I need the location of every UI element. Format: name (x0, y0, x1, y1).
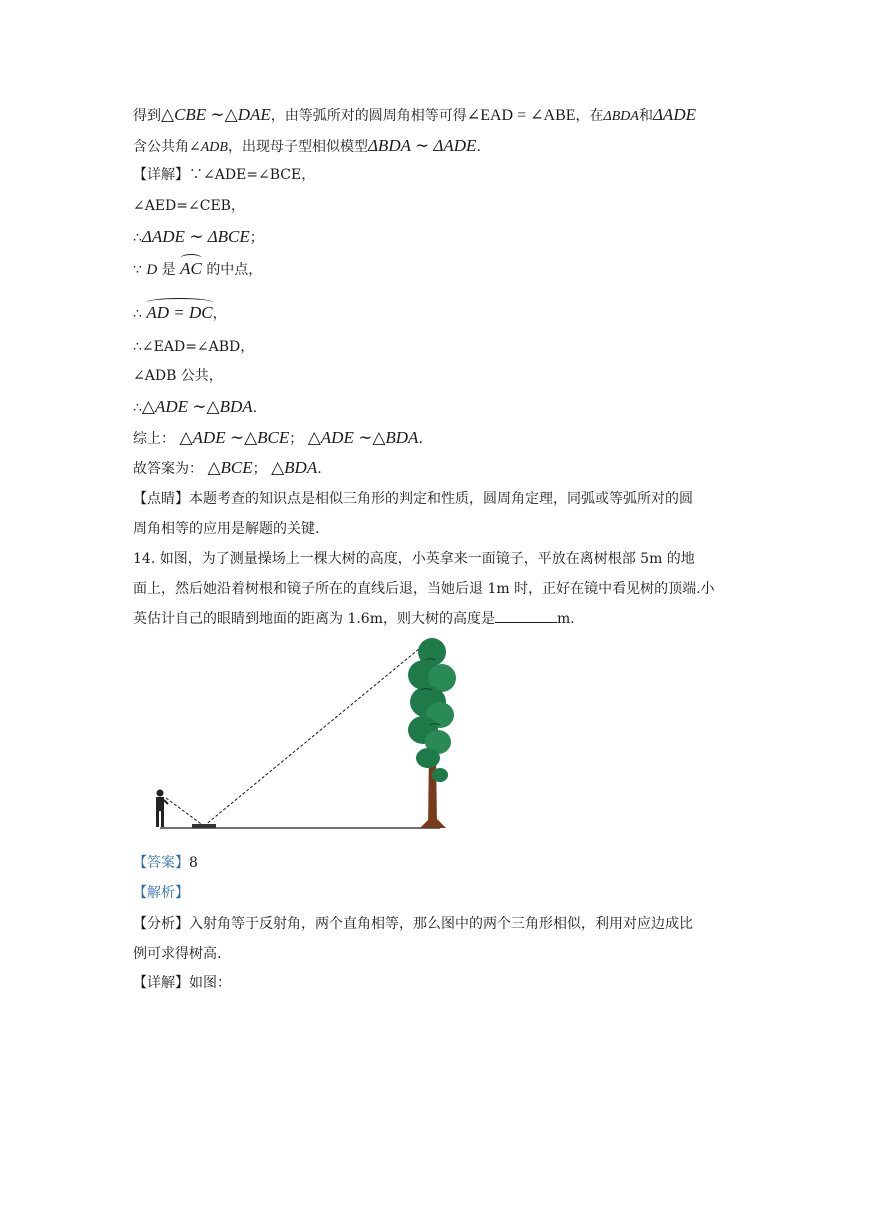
analysis-header: 【解析】 (133, 885, 189, 901)
person-icon (156, 790, 168, 828)
text-line: ∴△ADE ∼△BDA. (133, 397, 258, 416)
tree-icon (408, 638, 456, 828)
text-line: 周角相等的应用是解题的关键. (133, 521, 320, 537)
text-line: ∵ D 是 AC 的中点， (133, 259, 263, 278)
question-14-line: 14. 如图，为了测量操场上一棵大树的高度，小英拿来一面镜子，平放在离树根部 5m 的地 (133, 551, 695, 567)
arc-ac: AC (180, 259, 202, 278)
text-line: ∴ AD = DC， (133, 303, 227, 322)
answer-line: 【答案】8 (133, 855, 198, 871)
text-line: 含公共角∠ADB，出现母子型相似模型ΔBDA ∼ ΔADE. (133, 136, 481, 155)
mirror-icon (192, 824, 216, 828)
text-line: 例可求得树高. (133, 946, 222, 962)
text-line: 得到△CBE ∼△DAE，由等弧所对的圆周角相等可得∠EAD = ∠ABE，在ΔBDA和ΔADE (133, 105, 696, 124)
answer-blank (495, 610, 557, 623)
sight-line-tree (204, 644, 425, 826)
text-line: ∠AED=∠CEB， (133, 198, 245, 214)
question-14-line: 面上，然后她沿着树根和镜子所在的直线后退，当她后退 1m 时，正好在镜中看见树的顶端.小 (133, 581, 715, 597)
text-line: 【点睛】本题考查的知识点是相似三角形的判定和性质，圆周角定理，同弧或等弧所对的圆 (133, 491, 693, 507)
sight-line-eye (166, 798, 204, 826)
text-line: ∠ADB 公共， (133, 368, 223, 384)
text-line: ∴ΔADE ∼ ΔBCE； (133, 227, 264, 246)
text-line: 故答案为： △BCE； △BDA. (133, 458, 322, 477)
text-line: 综上： △ADE ∼△BCE； △ADE ∼△BDA. (133, 428, 423, 447)
text-line: 【分析】入射角等于反射角，两个直角相等，那么图中的两个三角形相似，利用对应边成比 (133, 916, 693, 932)
tree-mirror-figure (140, 630, 470, 840)
text-line: 【详解】∵∠ADE=∠BCE， (133, 167, 316, 183)
text-line: 【详解】如图： (133, 975, 231, 991)
arc-ad-dc: AD = DC (146, 303, 213, 322)
text-line: ∴∠EAD=∠ABD， (133, 339, 255, 355)
question-14-line: 英估计自己的眼睛到地面的距离为 1.6m，则大树的高度是 m. (133, 611, 575, 627)
